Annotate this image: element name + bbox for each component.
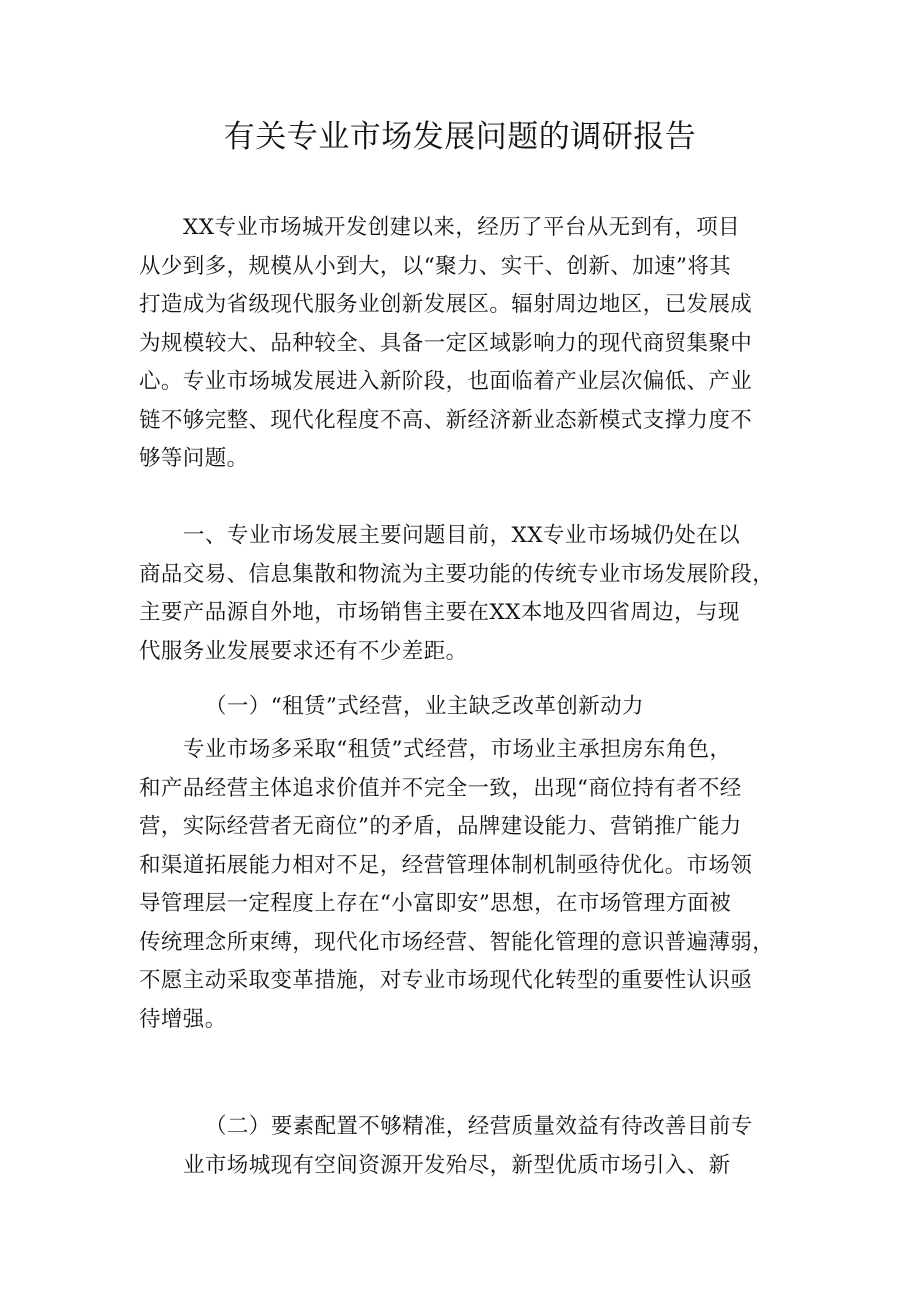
paragraph-line: 链不够完整、现代化程度不高、新经济新业态新模式支撑力度不 [139, 407, 753, 433]
section-heading: （一）“租赁”式经营，业主缺乏改革创新动力 [205, 694, 644, 719]
paragraph-line: 传统理念所束缚，现代化市场经营、智能化管理的意识普遍薄弱， [139, 929, 775, 955]
paragraph-line: 业市场城现有空间资源开发殆尽，新型优质市场引入、新 [183, 1152, 731, 1178]
paragraph-line: 商品交易、信息集散和物流为主要功能的传统专业市场发展阶段， [139, 561, 775, 587]
paragraph-line: XX专业市场城开发创建以来，经历了平台从无到有，项目 [183, 215, 741, 240]
paragraph-line: 为规模较大、品种较全、具备一定区域影响力的现代商贸集聚中 [139, 330, 753, 356]
paragraph-line: 营，实际经营者无商位”的矛盾，品牌建设能力、营销推广能力 [139, 814, 742, 839]
paragraph-line: 打造成为省级现代服务业创新发展区。辐射周边地区，已发展成 [139, 292, 753, 317]
paragraph-line: 和产品经营主体追求价值并不完全一致，出现“商位持有者不经 [139, 775, 742, 801]
paragraph-line: 从少到多，规模从小到大，以“聚力、实干、创新、加速”将其 [139, 253, 732, 279]
document-title: 有关专业市场发展问题的调研报告 [223, 119, 697, 155]
paragraph-resource-allocation [139, 1108, 787, 1185]
paragraph-line: 和渠道拓展能力相对不足，经营管理体制机制亟待优化。市场领 [139, 852, 753, 878]
paragraph-line: 代服务业发展要求还有不少差距。 [139, 638, 468, 664]
paragraph-lease-operation [139, 731, 787, 1039]
paragraph-line: 专业市场多采取“租赁”式经营，市场业主承担房东角色， [183, 737, 732, 762]
paragraph-line: 待增强。 [139, 1006, 227, 1032]
paragraph-line: 主要产品源自外地，市场销售主要在XX本地及四省周边，与现 [139, 600, 740, 625]
paragraph-line: 不愿主动采取变革措施，对专业市场现代化转型的重要性认识亟 [139, 968, 753, 993]
paragraph-line: （二）要素配置不够精准，经营质量效益有待改善目前专 [205, 1114, 753, 1139]
paragraph-line: 一、专业市场发展主要问题目前，XX专业市场城仍处在以 [183, 523, 741, 548]
paragraph-intro [139, 209, 787, 479]
paragraph-line: 够等问题。 [139, 446, 249, 471]
paragraph-line: 心。专业市场城发展进入新阶段，也面临着产业层次偏低、产业 [139, 369, 753, 394]
paragraph-section-one [139, 517, 787, 671]
paragraph-line: 导管理层一定程度上存在“小富即安”思想，在市场管理方面被 [139, 891, 732, 916]
